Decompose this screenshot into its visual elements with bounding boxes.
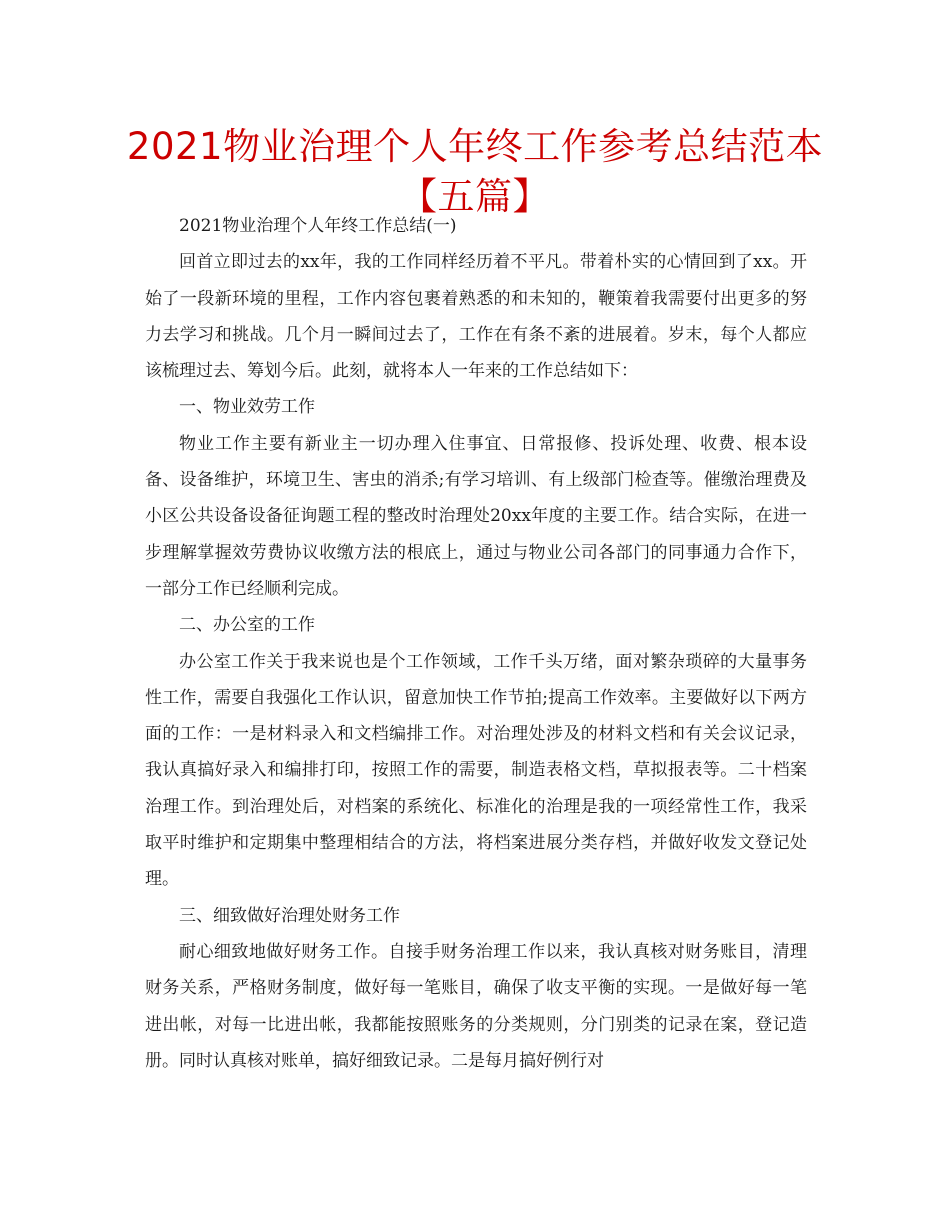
section-heading-property-service: 一、物业效劳工作 bbox=[179, 397, 315, 418]
section-heading-finance-work: 三、细致做好治理处财务工作 bbox=[179, 905, 400, 926]
section-heading-1: 2021物业治理个人年终工作总结(一) bbox=[179, 216, 457, 236]
paragraph-finance-work: 耐心细致地做好财务工作。自接手财务治理工作以来，我认真核对财务账目，清理财务关系，严格财务制度，做好每一笔账目，确保了收支平衡的实现。一是做好每一笔进出帐，对每一比进出帐，我都能按照账务的分类规则，分门别类的记录在案，登记造册。同时认真核对账单，搞好细致记录。二是每月搞好例行对 bbox=[145, 941, 807, 1071]
document-body bbox=[145, 208, 807, 1079]
document-title: 2021物业治理个人年终工作参考总结范本【五篇】 bbox=[126, 125, 824, 218]
paragraph-property-service: 物业工作主要有新业主一切办理入住事宜、日常报修、投诉处理、收费、根本设备、设备维护，环境卫生、害虫的消杀;有学习培训、有上级部门检查等。催缴治理费及小区公共设备设备征询题工程的整改时治理处20xx年度的主要工作。结合实际，在进一步理解掌握效劳费协议收缴方法的根底上，通过与物业公司各部门的同事通力合作下，一部分工作已经顺利完成。 bbox=[145, 433, 807, 599]
paragraph-intro: 回首立即过去的xx年，我的工作同样经历着不平凡。带着朴实的心情回到了xx。开始了一段新环境的里程，工作内容包裹着熟悉的和未知的，鞭策着我需要付出更多的努力去学习和挑战。几个月一瞬间过去了，工作在有条不紊的进展着。岁末，每个人都应该梳理过去、筹划今后。此刻，就将本人一年来的工作总结如下： bbox=[145, 252, 807, 382]
section-heading-office-work: 二、办公室的工作 bbox=[179, 615, 315, 636]
paragraph-office-work: 办公室工作关于我来说也是个工作领域，工作千头万绪，面对繁杂琐碎的大量事务性工作，需要自我强化工作认识，留意加快工作节拍;提高工作效率。主要做好以下两方面的工作：一是材料录入和文档编排工作。对治理处涉及的材料文档和有关会议记录，我认真搞好录入和编排打印，按照工作的需要，制造表格文档，草拟报表等。二十档案治理工作。到治理处后，对档案的系统化、标准化的治理是我的一项经常性工作，我采取平时维护和定期集中整理相结合的方法，将档案进展分类存档，并做好收发文登记处理。 bbox=[145, 651, 807, 890]
